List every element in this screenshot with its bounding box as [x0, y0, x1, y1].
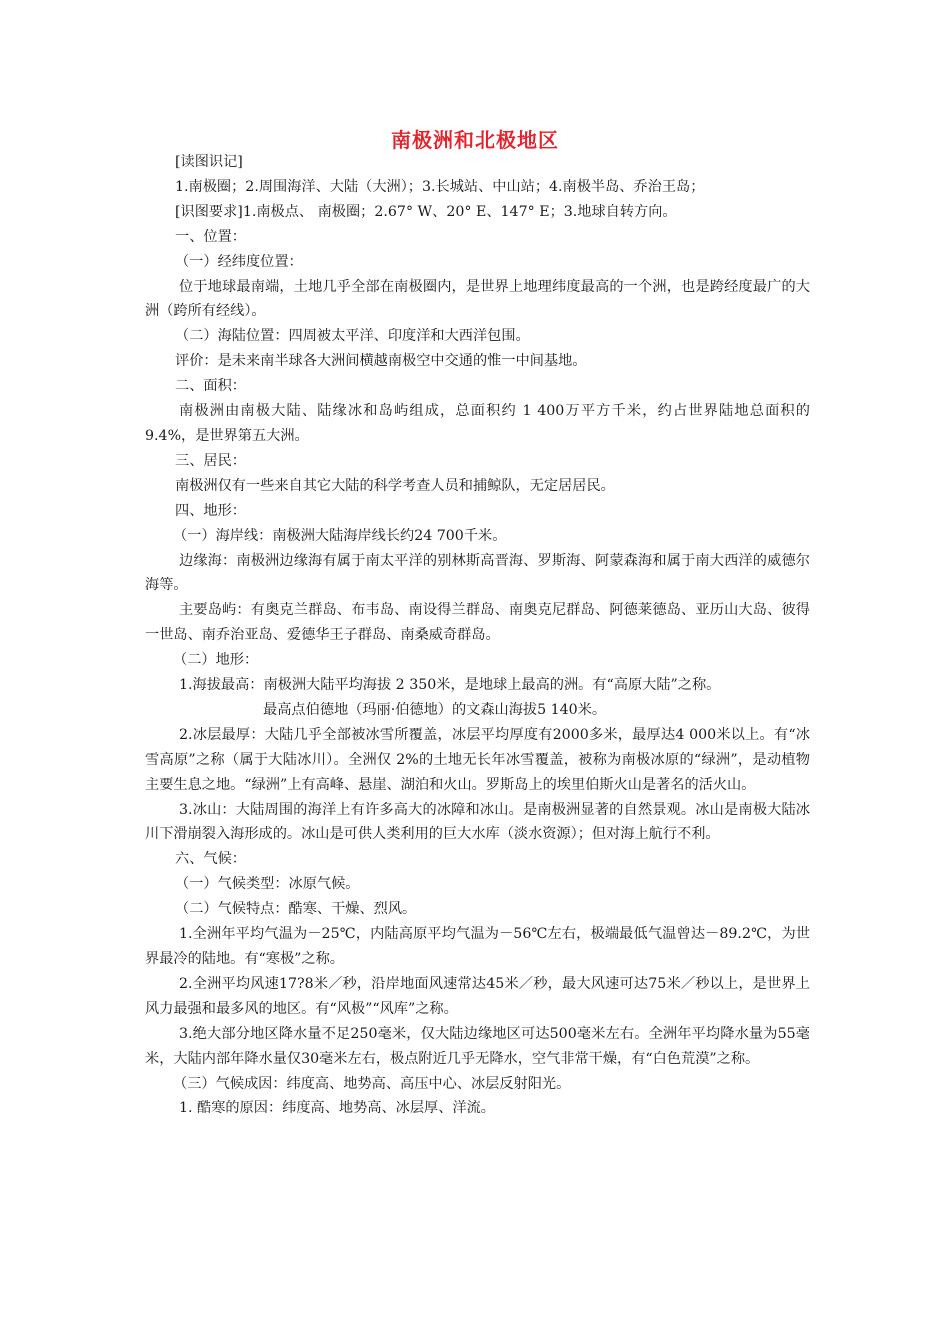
paragraph: 南极洲仅有一些来自其它大陆的科学考查人员和捕鲸队，无定居居民。 — [175, 477, 615, 494]
section-heading: 二、面积： — [175, 378, 246, 395]
paragraph: 2.冰层最厚：大陆几乎全部被冰雪所覆盖，冰层平均厚度有2000多米，最厚达4 000米以上。有“冰雪高原”之称（属于大陆冰川）。全洲仅 2%的土地无长年冰雪覆盖，被称为南极冰原的“绿洲”，是动植物主要生息之地。“绿洲”上有高峰、悬崖、湖泊和火山。罗斯岛上的埃里伯斯火山是著名的活火山。 — [145, 726, 810, 793]
paragraph: [识图要求]1.南极点、 南极圈；2.67° W、20° E、147° E；3.地球自转方向。 — [175, 203, 677, 220]
section-heading: 四、地形： — [175, 502, 246, 519]
section-heading: 六、气候： — [175, 851, 246, 868]
subsection-heading: （一）经纬度位置： — [175, 253, 303, 270]
paragraph: 南极洲由南极大陆、陆缘冰和岛屿组成，总面积约 1 400万平方千米，约占世界陆地总面积的9.4%，是世界第五大洲。 — [145, 403, 810, 444]
paragraph: 1.南极圈；2.周围海洋、大陆（大洲）；3.长城站、中山站；4.南极半岛、乔治王岛； — [175, 178, 705, 195]
paragraph: 3.绝大部分地区降水量不足250毫米，仅大陆边缘地区可达500毫米左右。全洲年平均降水量为55毫米，大陆内部年降水量仅30毫米左右，极点附近几乎无降水，空气非常干燥，有“白色荒漠”之称。 — [145, 1025, 810, 1067]
section-heading: 三、居民： — [175, 452, 246, 469]
paragraph: 位于地球最南端，土地几乎全部在南极圈内，是世界上地理纬度最高的一个洲，也是跨经度最广的大洲（跨所有经线）。 — [145, 278, 810, 320]
section-heading: 一、位置： — [175, 228, 246, 245]
paragraph: 2.全洲平均风速17?8米／秒，沿岸地面风速常达45米／秒，最大风速可达75米／秒以上，是世界上风力最强和最多风的地区。有“风极”“风库”之称。 — [145, 975, 810, 1017]
section-heading: [读图识记] — [175, 154, 243, 170]
paragraph: 主要岛屿：有奥克兰群岛、布韦岛、南设得兰群岛、南奥克尼群岛、阿德莱德岛、亚历山大岛、彼得一世岛、南乔治亚岛、爱德华王子群岛、南桑威奇群岛。 — [145, 602, 810, 644]
paragraph: 1. 酷寒的原因：纬度高、地势高、冰层厚、洋流。 — [179, 1100, 495, 1117]
paragraph: （一）气候类型：冰原气候。 — [175, 876, 360, 893]
paragraph: 边缘海：南极洲边缘海有属于南太平洋的别林斯高晋海、罗斯海、阿蒙森海和属于南大西洋的威德尔海等。 — [145, 552, 810, 594]
document-body — [145, 150, 810, 1121]
paragraph: 1.全洲年平均气温为－25℃，内陆高原平均气温为－56℃左右，极端最低气温曾达－89.2℃，为世界最冷的陆地。有“寒极”之称。 — [145, 926, 810, 967]
paragraph: （二）气候特点：酷寒、干燥、烈风。 — [175, 901, 417, 918]
paragraph: （一）海岸线：南极洲大陆海岸线长约24 700千米。 — [173, 527, 507, 544]
paragraph: 最高点伯德地（玛丽·伯德地）的文森山海拔5 140米。 — [263, 701, 607, 718]
paragraph: 评价：是未来南半球各大洲间横越南极空中交通的惟一中间基地。 — [175, 353, 587, 370]
paragraph: （二）海陆位置：四周被太平洋、印度洋和大西洋包围。 — [175, 328, 530, 345]
paragraph: （三）气候成因：纬度高、地势高、高压中心、冰层反射阳光。 — [173, 1075, 571, 1092]
paragraph: 3.冰山：大陆周围的海洋上有许多高大的冰障和冰山。是南极洲显著的自然景观。冰山是南极大陆冰川下滑崩裂入海形成的。冰山是可供人类利用的巨大水库（淡水资源）；但对海上航行不利。 — [145, 801, 810, 843]
page-title: 南极洲和北极地区 — [391, 128, 559, 152]
paragraph: 1.海拔最高：南极洲大陆平均海拔 2 350米，是地球上最高的洲。有“高原大陆”之称。 — [179, 677, 721, 694]
subsection-heading: （二）地形： — [173, 652, 259, 669]
